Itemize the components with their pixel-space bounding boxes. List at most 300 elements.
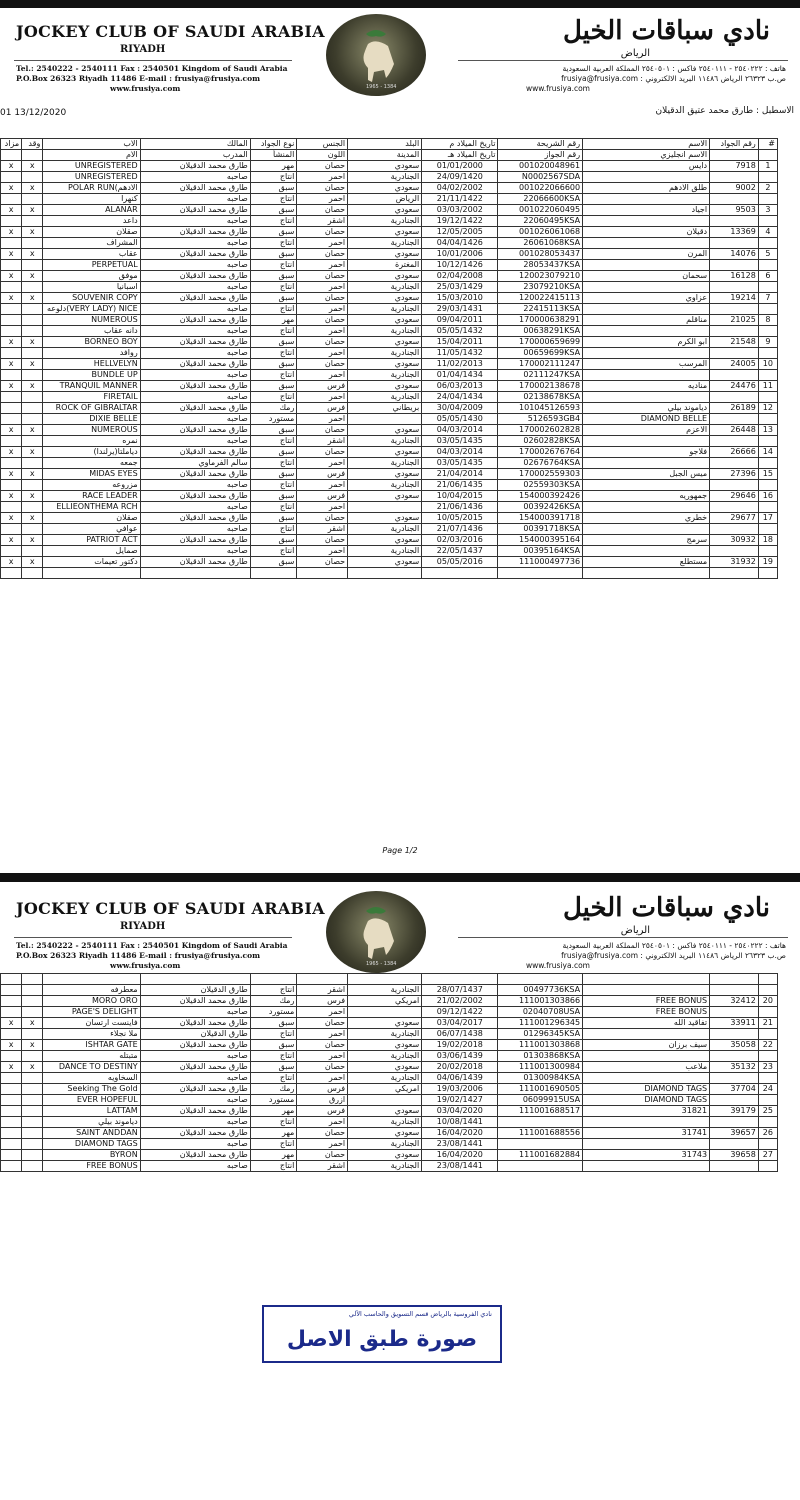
table-cell: احمر: [297, 392, 348, 403]
table-cell: [22, 985, 43, 996]
table-cell: x: [1, 425, 22, 436]
table-cell: 00395164KSA: [498, 546, 583, 557]
table-cell: 23/08/1441: [422, 1161, 498, 1172]
table-cell: احمر: [297, 546, 348, 557]
table-cell: 17: [758, 513, 777, 524]
table-row: [1, 480, 778, 491]
table-cell: x: [1, 557, 22, 568]
table-cell: [1, 315, 22, 326]
table-cell: 26448: [710, 425, 759, 436]
col-header: الاسم: [583, 139, 710, 150]
table-cell: 24/04/1434: [422, 392, 498, 403]
table-cell: احمر: [297, 502, 348, 513]
table-cell: [43, 974, 140, 985]
table-cell: [583, 436, 710, 447]
table-cell: 09/12/1422: [422, 1007, 498, 1018]
table-cell: سبق: [250, 1018, 297, 1029]
logo-year: 1965 - 1384: [366, 961, 397, 967]
table-cell: سعودي: [348, 513, 422, 524]
table-cell: الجنادرية: [348, 546, 422, 557]
table-cell: اشقر: [297, 216, 348, 227]
table-cell: 170000638291: [498, 315, 583, 326]
table-cell: [758, 1029, 777, 1040]
table-cell: سحمان: [583, 271, 710, 282]
table-row: [1, 183, 778, 194]
table-cell: حصان: [297, 205, 348, 216]
table-cell: طارق محمد الدقيلان: [140, 1062, 250, 1073]
table-cell: [22, 524, 43, 535]
table-cell: 23/08/1441: [422, 1139, 498, 1150]
club-name-en: JOCKEY CLUB OF SAUDI ARABIA: [16, 22, 325, 41]
table-row: [1, 1073, 778, 1084]
table-row: [1, 359, 778, 370]
table-cell: FIRETAIL: [43, 392, 140, 403]
table-cell: FREE BONUS: [583, 1007, 710, 1018]
table-cell: الجنادرية: [348, 370, 422, 381]
table-cell: [583, 238, 710, 249]
table-cell: حصان: [297, 1150, 348, 1161]
table-cell: x: [22, 337, 43, 348]
table-cell: x: [22, 425, 43, 436]
table-cell: 154000395164: [498, 535, 583, 546]
table-cell: صاحبه: [140, 238, 250, 249]
table-cell: 19214: [710, 293, 759, 304]
table-cell: DIAMOND BELLE: [583, 414, 710, 425]
table-cell: [22, 216, 43, 227]
table-cell: [710, 1073, 759, 1084]
table-cell: 31741: [583, 1128, 710, 1139]
table-cell: صاحبه: [140, 1007, 250, 1018]
table-cell: احمر: [297, 370, 348, 381]
document-page-2: [0, 885, 800, 1290]
table-cell: [758, 304, 777, 315]
table-cell: ISHTAR GATE: [43, 1040, 140, 1051]
table-cell: 21025: [710, 315, 759, 326]
table-cell: [498, 1139, 583, 1150]
table-cell: x: [1, 1062, 22, 1073]
table-cell: احمر: [297, 282, 348, 293]
table-cell: انتاج: [250, 194, 297, 205]
table-cell: معطرفه: [43, 985, 140, 996]
table-cell: اجياد: [583, 205, 710, 216]
table-cell: 001028053437: [498, 249, 583, 260]
table-cell: 37704: [710, 1084, 759, 1095]
table-cell: عزاوي: [583, 293, 710, 304]
table-cell: [1, 1007, 22, 1018]
table-cell: طارق محمد الدقيلان: [140, 1106, 250, 1117]
table-cell: 6: [758, 271, 777, 282]
table-cell: 04/02/2002: [422, 183, 498, 194]
table-cell: 27396: [710, 469, 759, 480]
table-cell: FREE BONUS: [43, 1161, 140, 1172]
table-cell: [710, 524, 759, 535]
pobox-en: P.O.Box 26323 Riyadh 11486 E-mail : frusiya@frusiya.com: [16, 951, 261, 960]
table-cell: UNREGISTERED: [43, 172, 140, 183]
table-cell: احمر: [297, 458, 348, 469]
table-cell: [710, 194, 759, 205]
table-cell: [22, 1051, 43, 1062]
table-cell: احمر: [297, 480, 348, 491]
table-cell: PATRIOT ACT: [43, 535, 140, 546]
table-cell: [1, 1029, 22, 1040]
table-cell: احمر: [297, 1051, 348, 1062]
table-cell: 05/05/1430: [422, 414, 498, 425]
print-date: 01 13/12/2020: [0, 108, 67, 118]
table-cell: داعد: [43, 216, 140, 227]
table-cell: سبق: [250, 293, 297, 304]
table-cell: [140, 568, 250, 579]
table-cell: [583, 524, 710, 535]
table-cell: 29677: [710, 513, 759, 524]
table-row: [1, 271, 778, 282]
table-cell: [583, 546, 710, 557]
table-cell: x: [22, 513, 43, 524]
horse-table-page-1: [0, 138, 778, 579]
pobox-ar: ص.ب ٢٦٣٢٣ الرياض ١١٤٨٦ البريد الالكتروني : frusiya@frusiya.com: [561, 951, 786, 960]
table-cell: مهر: [250, 161, 297, 172]
table-cell: صاحبه: [140, 216, 250, 227]
table-cell: [758, 260, 777, 271]
table-cell: 28/07/1437: [422, 985, 498, 996]
table-cell: [758, 1073, 777, 1084]
table-cell: دانه عقاب: [43, 326, 140, 337]
table-cell: 001026061068: [498, 227, 583, 238]
table-cell: ملا نجلاء: [43, 1029, 140, 1040]
table-cell: [758, 282, 777, 293]
table-cell: انتاج: [250, 282, 297, 293]
table-cell: طارق محمد الدقيلان: [140, 183, 250, 194]
table-cell: طارق محمد الدقيلان: [140, 403, 250, 414]
table-cell: HELLVELYN: [43, 359, 140, 370]
col-header: البلد: [348, 139, 422, 150]
table-cell: حصان: [297, 183, 348, 194]
table-cell: سبق: [250, 535, 297, 546]
table-cell: 00497736KSA: [498, 985, 583, 996]
table-cell: 11: [758, 381, 777, 392]
table-cell: سعودي: [348, 1106, 422, 1117]
table-cell: 21/06/1436: [422, 502, 498, 513]
table-cell: فرس: [297, 469, 348, 480]
table-cell: x: [22, 469, 43, 480]
table-cell: x: [1, 227, 22, 238]
table-cell: LATTAM: [43, 1106, 140, 1117]
table-cell: متبتله: [43, 1051, 140, 1062]
table-cell: DIAMOND TAGS: [43, 1139, 140, 1150]
table-cell: 4: [758, 227, 777, 238]
table-cell: سبق: [250, 425, 297, 436]
table-row: [1, 1040, 778, 1051]
table-cell: [22, 1029, 43, 1040]
table-cell: صاحبه: [140, 326, 250, 337]
table-cell: 31821: [583, 1106, 710, 1117]
table-cell: طارق محمد الدقيلان: [140, 227, 250, 238]
table-cell: 22/05/1437: [422, 546, 498, 557]
table-cell: سعودي: [348, 1128, 422, 1139]
col-header: المدرب: [140, 150, 250, 161]
table-cell: الجنادرية: [348, 985, 422, 996]
table-cell: 001022060495: [498, 205, 583, 216]
table-cell: سعودي: [348, 161, 422, 172]
table-cell: [22, 1128, 43, 1139]
table-cell: سبق: [250, 469, 297, 480]
table-cell: سعودي: [348, 557, 422, 568]
col-header: [758, 150, 777, 161]
table-cell: دكتور تعيمات: [43, 557, 140, 568]
table-cell: 32412: [710, 996, 759, 1007]
table-row: [1, 491, 778, 502]
col-header: الاب: [43, 139, 140, 150]
tel-en: Tel.: 2540222 - 2540111 Fax : 2540501 Kingdom of Saudi Arabia: [16, 64, 288, 73]
table-cell: صاحبه: [140, 370, 250, 381]
table-row: [1, 469, 778, 480]
table-row: [1, 996, 778, 1007]
table-cell: 26: [758, 1128, 777, 1139]
table-cell: حصان: [297, 535, 348, 546]
table-cell: رمك: [250, 1084, 297, 1095]
table-cell: [22, 1084, 43, 1095]
table-cell: [710, 238, 759, 249]
table-cell: [583, 370, 710, 381]
table-cell: [1, 546, 22, 557]
table-cell: 01296345KSA: [498, 1029, 583, 1040]
table-cell: فرس: [297, 381, 348, 392]
table-cell: 10/04/2015: [422, 491, 498, 502]
table-cell: سبق: [250, 249, 297, 260]
table-cell: فرس: [297, 996, 348, 1007]
table-cell: x: [1, 381, 22, 392]
table-cell: انتاج: [250, 1073, 297, 1084]
table-cell: انتاج: [250, 392, 297, 403]
table-cell: [583, 568, 710, 579]
table-cell: طارق محمد الدقيلان: [140, 293, 250, 304]
table-row: [1, 370, 778, 381]
table-cell: طارق محمد الدقيلان: [140, 447, 250, 458]
table-cell: 24476: [710, 381, 759, 392]
table-cell: x: [22, 1040, 43, 1051]
table-cell: دياموند بيلي: [583, 403, 710, 414]
table-header-row-2: [1, 150, 778, 161]
table-cell: 21/11/1422: [422, 194, 498, 205]
table-cell: ملاعب: [583, 1062, 710, 1073]
col-header: [710, 150, 759, 161]
table-cell: 170002559303: [498, 469, 583, 480]
table-cell: [710, 546, 759, 557]
table-cell: [758, 1095, 777, 1106]
table-cell: سعودي: [348, 1018, 422, 1029]
table-cell: مزروعه: [43, 480, 140, 491]
table-cell: 16/04/2020: [422, 1128, 498, 1139]
table-cell: 06/03/2013: [422, 381, 498, 392]
table-row: [1, 1007, 778, 1018]
table-row: [1, 1117, 778, 1128]
table-cell: [22, 260, 43, 271]
table-cell: 22415113KSA: [498, 304, 583, 315]
table-cell: احمر: [297, 238, 348, 249]
table-cell: 31743: [583, 1150, 710, 1161]
table-cell: طارق محمد الدقيلان: [140, 996, 250, 1007]
table-cell: [710, 436, 759, 447]
table-row: [1, 974, 778, 985]
col-header: المالك: [140, 139, 250, 150]
table-row: [1, 524, 778, 535]
table-cell: NUMEROUS: [43, 425, 140, 436]
table-cell: [710, 392, 759, 403]
table-cell: x: [22, 293, 43, 304]
club-name-ar: نادي سباقات الخيل: [562, 893, 770, 923]
table-cell: حصان: [297, 1018, 348, 1029]
table-cell: صاحبه: [140, 172, 250, 183]
table-cell: 7918: [710, 161, 759, 172]
table-cell: [1, 1051, 22, 1062]
table-cell: 170002111247: [498, 359, 583, 370]
table-cell: سعودي: [348, 1062, 422, 1073]
table-cell: حصان: [297, 249, 348, 260]
col-header: الجنس: [297, 139, 348, 150]
table-cell: 10/08/1441: [422, 1117, 498, 1128]
table-cell: 5126593GB4: [498, 414, 583, 425]
table-cell: دلوعه(VERY LADY) NICE: [43, 304, 140, 315]
table-cell: [758, 326, 777, 337]
table-cell: 39179: [710, 1106, 759, 1117]
table-cell: دياموند بيلي: [43, 1117, 140, 1128]
table-cell: [22, 568, 43, 579]
table-cell: [1, 996, 22, 1007]
table-cell: عقاب: [43, 249, 140, 260]
table-cell: حصان: [297, 293, 348, 304]
table-cell: طارق محمد الدقيلان: [140, 535, 250, 546]
table-cell: 03/06/1439: [422, 1051, 498, 1062]
table-cell: [422, 974, 498, 985]
table-cell: امريكي: [348, 1084, 422, 1095]
table-cell: [758, 216, 777, 227]
col-header: نوع الجواد: [250, 139, 297, 150]
table-row: [1, 293, 778, 304]
table-cell: 22060495KSA: [498, 216, 583, 227]
table-cell: [348, 974, 422, 985]
table-cell: [22, 458, 43, 469]
table-cell: طارق محمد الدقيلان: [140, 271, 250, 282]
table-cell: 11/05/1432: [422, 348, 498, 359]
table-cell: 10/01/2006: [422, 249, 498, 260]
table-cell: صاحبه: [140, 348, 250, 359]
col-header: الام: [43, 150, 140, 161]
table-cell: [498, 974, 583, 985]
table-cell: احمر: [297, 348, 348, 359]
table-cell: سعودي: [348, 491, 422, 502]
table-cell: سعودي: [348, 425, 422, 436]
table-cell: [1, 1095, 22, 1106]
table-cell: انتاج: [250, 1029, 297, 1040]
table-cell: [1, 974, 22, 985]
table-cell: [1, 238, 22, 249]
table-cell: 01300984KSA: [498, 1073, 583, 1084]
table-cell: 02/03/2016: [422, 535, 498, 546]
table-cell: صاحبه: [140, 502, 250, 513]
table-cell: x: [1, 513, 22, 524]
table-cell: [348, 568, 422, 579]
table-row: [1, 535, 778, 546]
table-row: [1, 1051, 778, 1062]
table-cell: انتاج: [250, 1161, 297, 1172]
table-cell: انتاج: [250, 502, 297, 513]
table-cell: [758, 370, 777, 381]
table-header-row-1: [1, 139, 778, 150]
table-cell: 03/04/2017: [422, 1018, 498, 1029]
table-cell: [22, 403, 43, 414]
table-cell: [297, 974, 348, 985]
table-cell: [1, 480, 22, 491]
table-cell: اشقر: [297, 436, 348, 447]
table-cell: [22, 315, 43, 326]
table-cell: طارق الدقيلان: [140, 985, 250, 996]
table-cell: 154000392426: [498, 491, 583, 502]
table-cell: 00638291KSA: [498, 326, 583, 337]
table-cell: الجنادرية: [348, 480, 422, 491]
table-cell: [22, 1073, 43, 1084]
table-cell: ابو الكرم: [583, 337, 710, 348]
table-cell: حصان: [297, 337, 348, 348]
table-cell: انتاج: [250, 480, 297, 491]
table-cell: [1, 1073, 22, 1084]
table-cell: [1, 458, 22, 469]
table-cell: طارق محمد الدقيلان: [140, 161, 250, 172]
col-header: رقم الجواد: [710, 139, 759, 150]
table-cell: 16: [758, 491, 777, 502]
table-row: [1, 1106, 778, 1117]
table-cell: x: [1, 183, 22, 194]
table-cell: سعودي: [348, 227, 422, 238]
table-row: [1, 392, 778, 403]
table-cell: 21/04/2014: [422, 469, 498, 480]
table-cell: سبق: [250, 359, 297, 370]
table-cell: 05/05/1432: [422, 326, 498, 337]
table-cell: [22, 1117, 43, 1128]
table-cell: مهر: [250, 1106, 297, 1117]
table-cell: 02602828KSA: [498, 436, 583, 447]
table-cell: POLAR RUN(الادهم: [43, 183, 140, 194]
table-cell: انتاج: [250, 436, 297, 447]
table-cell: x: [22, 381, 43, 392]
table-cell: الجنادرية: [348, 1139, 422, 1150]
table-cell: 33911: [710, 1018, 759, 1029]
table-row: [1, 1161, 778, 1172]
table-cell: الجنادرية: [348, 1117, 422, 1128]
table-cell: x: [1, 447, 22, 458]
table-cell: انتاج: [250, 238, 297, 249]
table-cell: طارق محمد الدقيلان: [140, 491, 250, 502]
table-cell: [22, 414, 43, 425]
table-cell: سبق: [250, 183, 297, 194]
table-cell: x: [22, 161, 43, 172]
table-cell: 00659699KSA: [498, 348, 583, 359]
table-cell: الجنادرية: [348, 238, 422, 249]
table-cell: x: [1, 469, 22, 480]
table-cell: 170000659699: [498, 337, 583, 348]
table-cell: x: [22, 249, 43, 260]
col-header: المنشأ: [250, 150, 297, 161]
table-cell: [710, 282, 759, 293]
tel-ar: هاتف : ٢٥٤٠٢٢٢ - ٢٥٤٠١١١ فاكس : ٢٥٤٠٥٠١ المملكة العربية السعودية: [562, 64, 786, 73]
table-cell: طارق محمد الدقيلان: [140, 557, 250, 568]
table-cell: صاحبه: [140, 524, 250, 535]
table-cell: طارق محمد الدقيلان: [140, 205, 250, 216]
col-header: رقم الشريحة: [498, 139, 583, 150]
table-row: [1, 227, 778, 238]
table-cell: 120022415113: [498, 293, 583, 304]
table-row: [1, 1139, 778, 1150]
table-cell: طارق محمد الدقيلان: [140, 1084, 250, 1095]
table-cell: [1, 260, 22, 271]
